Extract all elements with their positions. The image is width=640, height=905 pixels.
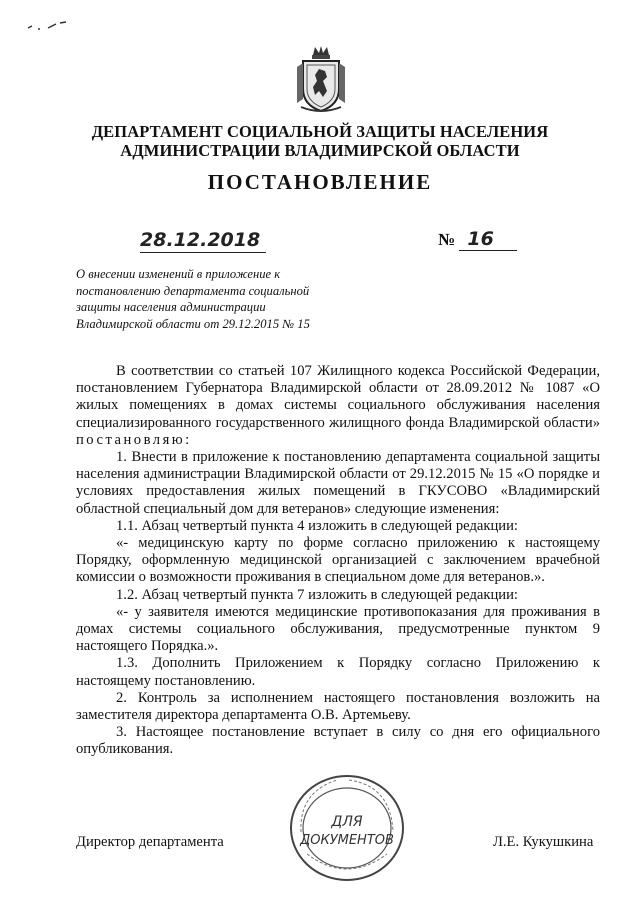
subject-line: защиты населения администрации bbox=[76, 300, 266, 315]
coat-of-arms-emblem bbox=[295, 45, 347, 113]
item-3: 3. Настоящее постановление вступает в силу со дня его официального опубликования. bbox=[76, 724, 600, 758]
scan-mark bbox=[26, 20, 70, 34]
org-line-2: АДМИНИСТРАЦИИ ВЛАДИМИРСКОЙ ОБЛАСТИ bbox=[120, 141, 520, 160]
item-1-1: 1.1. Абзац четвертый пункта 4 изложить в следующей редакции: bbox=[116, 517, 518, 534]
item-1-3: 1.3. Дополнить Приложением к Порядку согласно Приложению к настоящему постановлению. bbox=[76, 655, 600, 689]
item-1-2-quote: «- у заявителя имеются медицинские противопоказания для проживания в домах системы социального обслуживания, предусмотренные пунктом 9 настоящего Порядка.». bbox=[76, 603, 600, 655]
subject-line: постановлению департамента социальной bbox=[76, 283, 310, 298]
number-label: № bbox=[438, 230, 456, 249]
item-1-2: 1.2. Абзац четвертый пункта 7 изложить в следующей редакции: bbox=[116, 586, 518, 603]
item-1: 1. Внести в приложение к постановлению департамента социальной защиты населения администрации Владимирской области от 29.12.2015 № 15 «О порядке и условиях предоставления жилых помещений в ГКУСОВО «Владимирский областной специальный дом для ветеранов» следующие изменения: bbox=[76, 449, 600, 517]
document-date bbox=[140, 230, 266, 253]
subject-line: Владимирской области от 29.12.2015 № 15 bbox=[76, 317, 310, 332]
decree-word: постановляю: bbox=[76, 431, 192, 448]
signatory-position: Директор департамента bbox=[76, 834, 224, 850]
document-body bbox=[76, 363, 600, 759]
official-stamp bbox=[287, 772, 407, 884]
item-1-1-quote: «- медицинскую карту по форме согласно приложению к настоящему Порядку, оформленную медицинской организацией с заключением врачебной комиссии о возможности проживания в специальном доме для ветеранов.». bbox=[76, 535, 600, 586]
stamp-text-1: ДЛЯ bbox=[331, 814, 363, 830]
stamp-text-2: ДОКУМЕНТОВ bbox=[300, 833, 394, 848]
org-line-1: ДЕПАРТАМЕНТ СОЦИАЛЬНОЙ ЗАЩИТЫ НАСЕЛЕНИЯ bbox=[91, 122, 549, 141]
item-2: 2. Контроль за исполнением настоящего постановления возложить на заместителя директора департамента О.В. Артемьеву. bbox=[76, 689, 600, 724]
organization-header bbox=[0, 122, 640, 160]
handwritten-number: 16 bbox=[459, 228, 517, 251]
handwritten-date: 28.12.2018 bbox=[140, 229, 261, 251]
document-subject bbox=[76, 266, 346, 333]
subject-line: О внесении изменений в приложение к bbox=[76, 267, 281, 281]
document-number bbox=[438, 228, 517, 251]
preamble-text: В соответствии со статьей 107 Жилищного кодекса Российской Федерации, постановлением Губернатора Владимирской области от 28.09.2012 № 1087 «О жилых помещениях в домах системы социального обслуживания населения специализированного государственного жилищного фонда Владимирской области» bbox=[76, 363, 600, 431]
signatory-name: Л.Е. Кукушкина bbox=[493, 834, 594, 850]
preamble-paragraph bbox=[76, 363, 600, 449]
document-title: ПОСТАНОВЛЕНИЕ bbox=[207, 170, 433, 194]
